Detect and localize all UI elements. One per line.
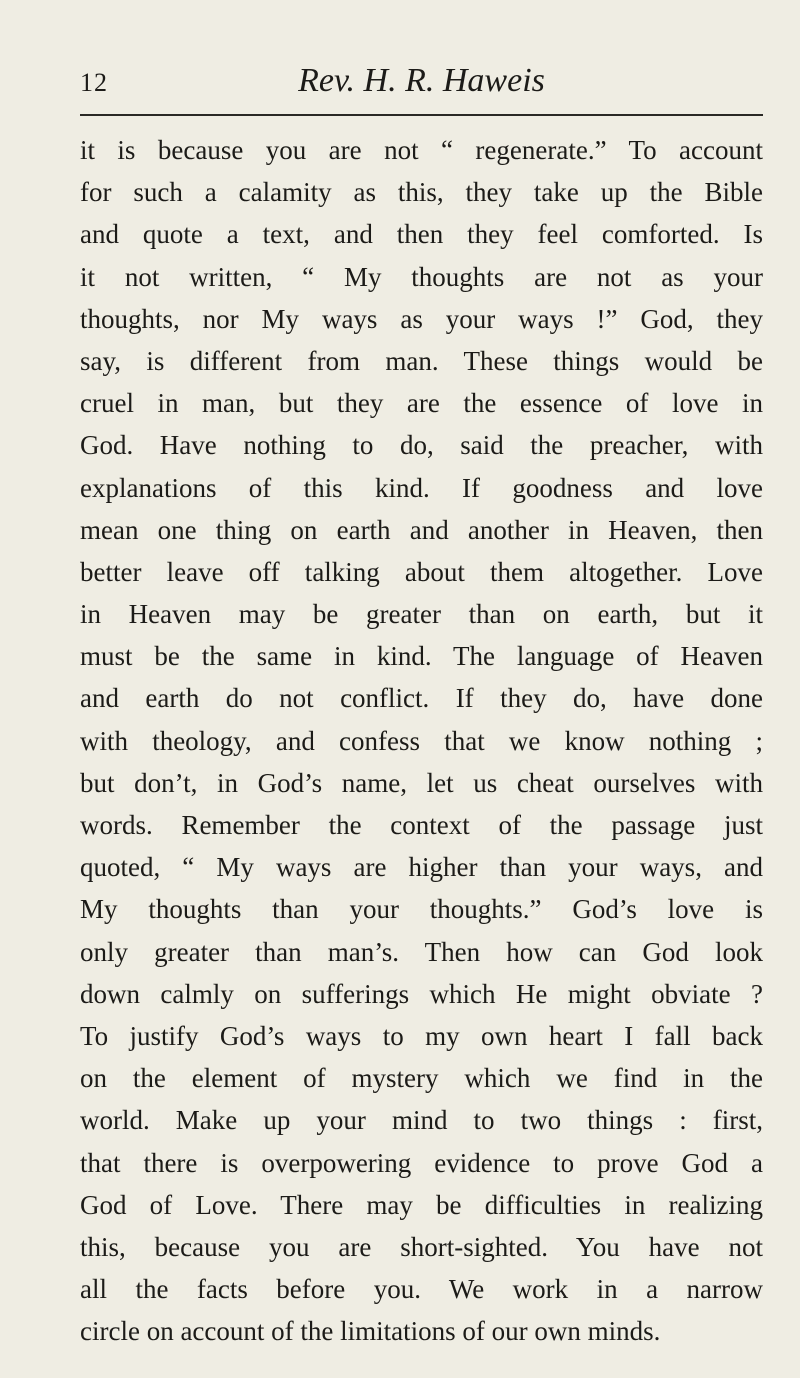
text-line: better leave off talking about them altogether. Love xyxy=(80,556,763,587)
text-line: but don’t, in God’s name, let us cheat ourselves with xyxy=(80,767,763,798)
text-line: cruel in man, but they are the essence of love in xyxy=(80,388,763,419)
text-line: down calmly on sufferings which He might obviate ? xyxy=(80,978,763,1009)
text-line: My thoughts than your thoughts.” God’s love is xyxy=(80,894,763,925)
text-line: this, because you are short-sighted. You have not xyxy=(80,1231,763,1262)
text-line: God of Love. There may be difficulties in realizing xyxy=(80,1189,763,1220)
header-rule xyxy=(80,114,763,116)
text-line: on the element of mystery which we find in the xyxy=(80,1063,763,1094)
text-line: all the facts before you. We work in a narrow xyxy=(80,1274,763,1305)
running-head: Rev. H. R. Haweis xyxy=(298,62,545,99)
text-line: thoughts, nor My ways as your ways !” God, they xyxy=(80,303,763,334)
text-line: only greater than man’s. Then how can God look xyxy=(80,936,763,967)
text-line: quoted, “ My ways are higher than your ways, and xyxy=(80,852,763,883)
text-line: mean one thing on earth and another in Heaven, then xyxy=(80,514,763,545)
text-line: that there is overpowering evidence to prove God a xyxy=(80,1147,763,1178)
text-line: words. Remember the context of the passage just xyxy=(80,810,763,840)
text-line: and quote a text, and then they feel comforted. Is xyxy=(80,219,763,250)
page-number: 12 xyxy=(80,68,108,97)
text-line: in Heaven may be greater than on earth, but it xyxy=(80,599,763,630)
text-line: God. Have nothing to do, said the preacher, with xyxy=(80,430,763,461)
text-line: say, is different from man. These things would be xyxy=(80,345,763,376)
text-line: world. Make up your mind to two things : first, xyxy=(80,1105,763,1136)
page-header xyxy=(80,62,763,112)
text-line: explanations of this kind. If goodness and love xyxy=(80,472,763,503)
text-line: for such a calamity as this, they take up the Bible xyxy=(80,177,763,208)
text-line: circle on account of the limitations of our own minds. xyxy=(80,1316,661,1347)
text-line: it not written, “ My thoughts are not as your xyxy=(80,261,763,292)
text-line: it is because you are not “ regenerate.” To account xyxy=(80,135,763,165)
text-line: To justify God’s ways to my own heart I fall back xyxy=(80,1020,763,1051)
text-line: must be the same in kind. The language of Heaven xyxy=(80,641,763,672)
body-text xyxy=(80,129,763,1352)
text-line: with theology, and confess that we know nothing ; xyxy=(80,725,763,756)
text-line: and earth do not conflict. If they do, have done xyxy=(80,683,763,714)
